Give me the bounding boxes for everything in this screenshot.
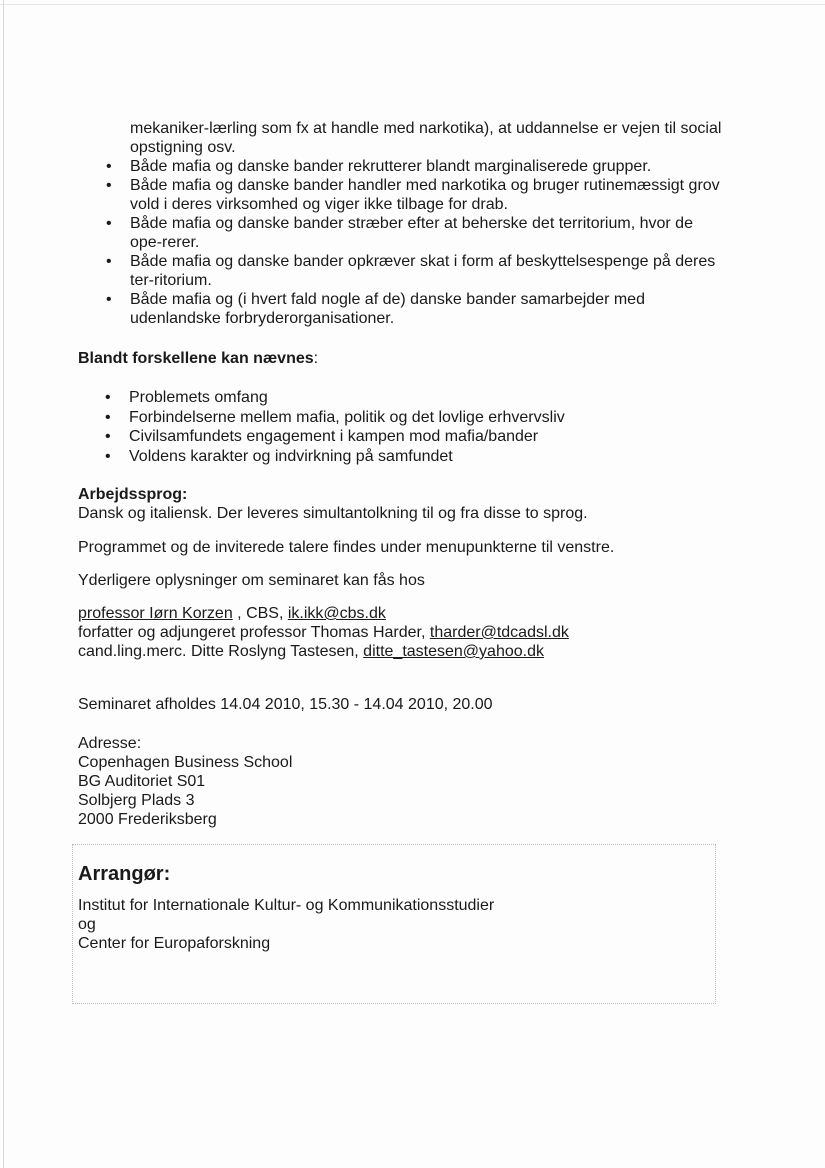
email-link-harder[interactable]: tharder@tdcadsl.dk bbox=[429, 624, 569, 641]
scan-edge-left bbox=[3, 0, 4, 1168]
list-item: • Både mafia og danske bander rekrutterer blandt marginaliserede grupper. bbox=[106, 157, 766, 176]
continuation-paragraph: mekaniker-lærling som fx at handle med narkotika), at uddannelse er vejen til social opstigning osv. bbox=[130, 120, 722, 156]
address-line: BG Auditoriet S01 bbox=[78, 773, 206, 790]
email-link-cbs[interactable]: ik.ikk@cbs.dk bbox=[287, 605, 386, 622]
list-item: • Problemets omfang bbox=[105, 388, 705, 408]
organizer-lines bbox=[78, 896, 698, 953]
organizer-line: Institut for Internationale Kultur- og Kommunikationsstudier bbox=[78, 897, 495, 914]
program-text: Programmet og de inviterede talere findes under menupunkterne til venstre. bbox=[78, 539, 615, 556]
organizer-title: Arrangør: bbox=[78, 863, 171, 885]
list-item: • Både mafia og danske bander opkræver skat i form af beskyttelsespenge på deres ter-ritorium. bbox=[106, 252, 766, 290]
list-item: • Forbindelserne mellem mafia, politik og det lovlige erhvervsliv bbox=[105, 408, 705, 428]
similarities-list bbox=[106, 157, 766, 328]
address-label: Adresse: bbox=[78, 735, 142, 752]
contact-korzen-link[interactable]: professor Iørn Korzen bbox=[78, 605, 233, 622]
email-link-tastesen[interactable]: ditte_tastesen@yahoo.dk bbox=[363, 643, 544, 660]
language-text: Dansk og italiensk. Der leveres simultantolkning til og fra disse to sprog. bbox=[78, 505, 588, 522]
contacts-block: professor Iørn Korzen , CBS, ik.ikk@cbs.dk forfatter og adjungeret professor Thomas Harder, tharder@tdcadsl.dk cand.ling.merc. Ditte Roslyng Tastesen, ditte_tastesen@yahoo.dk bbox=[78, 605, 569, 660]
list-item: • Voldens karakter og indvirkning på samfundet bbox=[105, 447, 705, 467]
differences-heading: Blandt forskellene kan nævnes: bbox=[78, 350, 319, 367]
schedule-text: Seminaret afholdes 14.04 2010, 15.30 - 14.04 2010, 20.00 bbox=[78, 696, 493, 713]
list-item: • Både mafia og danske bander handler med narkotika og bruger rutinemæssigt grov vold i deres virksomhed og viger ikke tilbage for drab. bbox=[106, 176, 766, 214]
scan-edge-top bbox=[0, 4, 825, 5]
organizer-line: og bbox=[78, 916, 96, 933]
address-line: 2000 Frederiksberg bbox=[78, 811, 217, 828]
address-line: Solbjerg Plads 3 bbox=[78, 792, 195, 809]
address-block bbox=[78, 734, 778, 829]
differences-list bbox=[105, 388, 705, 466]
language-heading: Arbejdssprog: bbox=[78, 486, 188, 503]
list-item: • Civilsamfundets engagement i kampen mod mafia/bander bbox=[105, 427, 705, 447]
address-line: Copenhagen Business School bbox=[78, 754, 293, 771]
list-item: • Både mafia og danske bander stræber efter at beherske det territorium, hvor de ope-rerer. bbox=[106, 214, 766, 252]
language-section bbox=[78, 485, 778, 523]
list-item: • Både mafia og (i hvert fald nogle af de) danske bander samarbejder med udenlandske forbryderorganisationer. bbox=[106, 290, 766, 328]
info-text: Yderligere oplysninger om seminaret kan fås hos bbox=[78, 572, 425, 589]
organizer-line: Center for Europaforskning bbox=[78, 935, 271, 952]
